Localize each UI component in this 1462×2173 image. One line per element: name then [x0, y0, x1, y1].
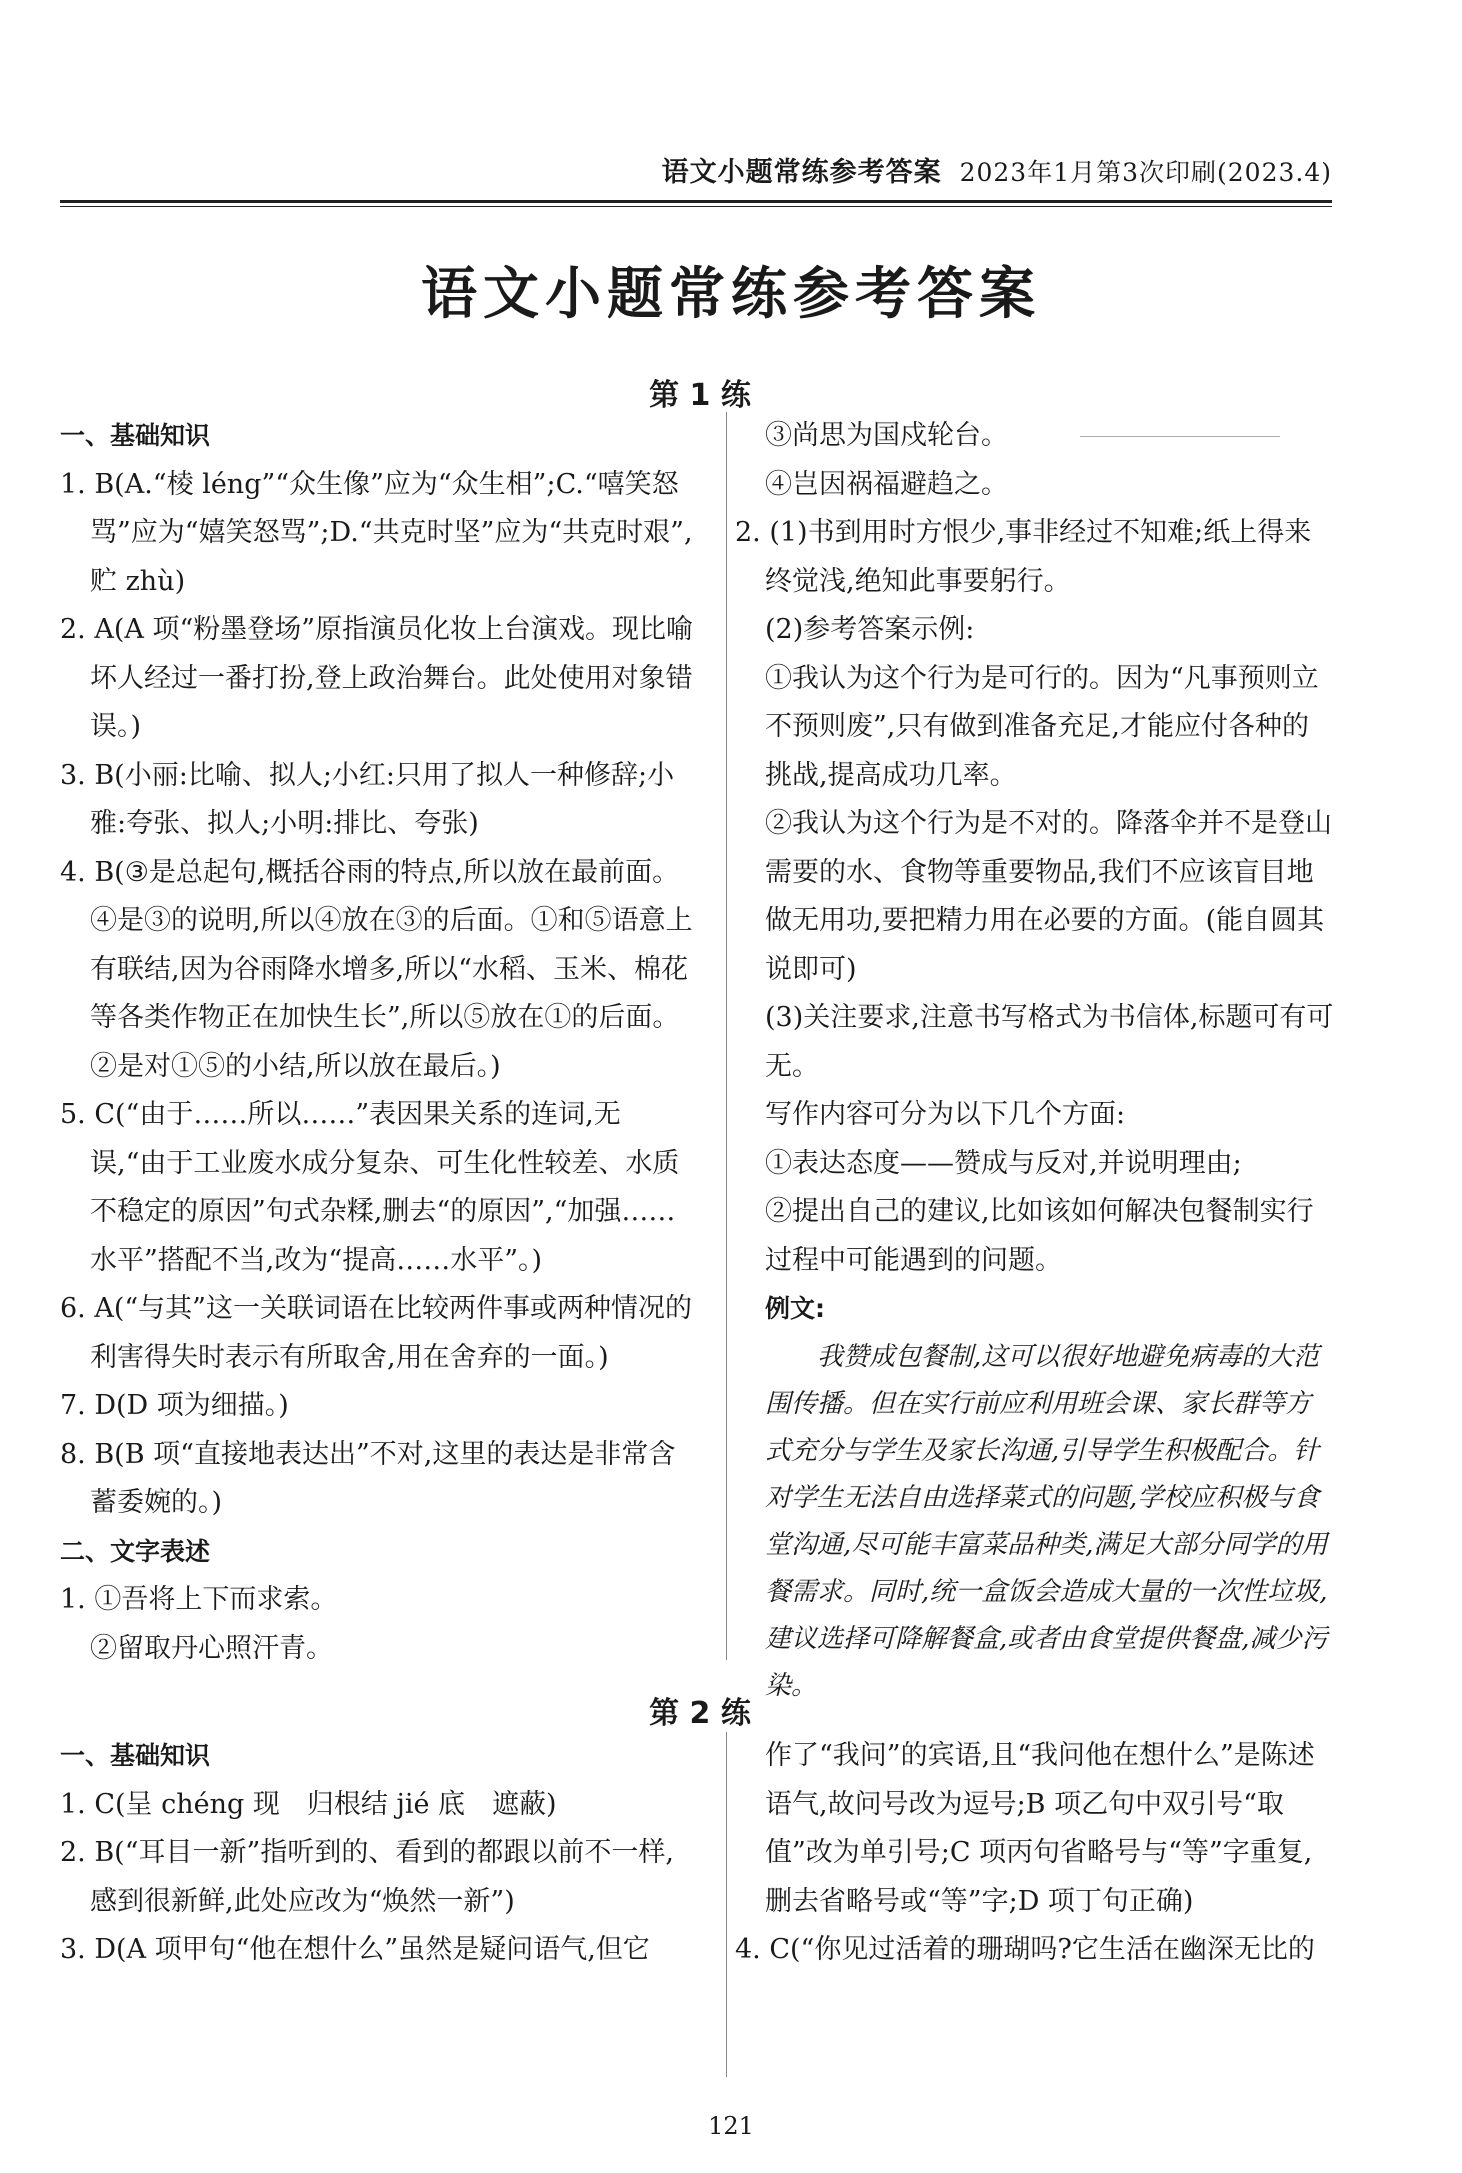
- answer-item: 1. C(呈 chéng 现 归根结 jié 底 遮蔽): [60, 1788, 557, 1820]
- running-header: [60, 150, 1332, 189]
- practice1-left-column: [60, 412, 695, 1673]
- answer-subline: ①表达态度——赞成与反对,并说明理由;: [765, 1147, 1242, 1179]
- answer-item: 8. B(B 项“直接地表达出”不对,这里的表达是非常含蓄委婉的。): [60, 1438, 676, 1518]
- answer-item: 4. B(③是总起句,概括谷雨的特点,所以放在最前面。④是③的说明,所以④放在③的后面。①和⑤语意上有联结,因为谷雨降水增多,所以“水稻、玉米、棉花等各类作物正在加快生长”,所以⑤放在①的后面。②是对①⑤的小结,所以放在最后。): [60, 856, 693, 1082]
- answer-subline: 作了“我问”的宾语,且“我问他在想什么”是陈述语气,故问号改为逗号;B 项乙句中双引号“取值”改为单引号;C 项丙句省略号与“等”字重复,删去省略号或“等”字;D 项丁句正确): [765, 1740, 1315, 1917]
- header-print-info: 2023年1月第3次印刷(2023.4): [959, 158, 1332, 187]
- answer-item: 3. B(小丽:比喻、拟人;小红:只用了拟人一种修辞;小雅:夸张、拟人;小明:排比、夸张): [60, 759, 675, 839]
- answer-subline: (2)参考答案示例:: [765, 614, 975, 645]
- answer-item: 7. D(D 项为细描。): [60, 1390, 289, 1421]
- answer-subline: ②提出自己的建议,比如该如何解决包餐制实行过程中可能遇到的问题。: [765, 1196, 1314, 1276]
- answer-item: 2. B(“耳目一新”指听到的、看到的都跟以前不一样,感到很新鲜,此处应改为“焕然一新”): [60, 1837, 674, 1917]
- header-rule-thick: [60, 200, 1332, 203]
- answer-subline: (3)关注要求,注意书写格式为书信体,标题可有可无。: [765, 1002, 1334, 1082]
- essay-label: 例文:: [765, 1294, 825, 1323]
- sample-essay: 我赞成包餐制,这可以很好地避免病毒的大范围传播。但在实行前应利用班会课、家长群等方式充分与学生及家长沟通,引导学生积极配合。针对学生无法自由选择菜式的问题,学校应积极与食堂沟通,尽可能丰富菜品种类,满足大部分同学的用餐需求。同时,统一盒饭会造成大量的一次性垃圾,建议选择可降解餐盒,或者由食堂提供餐盘,减少污染。: [765, 1341, 1328, 1701]
- answer-item: 5. C(“由于……所以……”表因果关系的连词,无误,“由于工业废水成分复杂、可生化性较差、水质不稳定的原因”句式杂糅,删去“的原因”,“加强……水平”搭配不当,改为“提高……水平”。): [60, 1099, 680, 1276]
- answer-item: 2. A(A 项“粉墨登场”原指演员化妆上台演戏。现比喻坏人经过一番打扮,登上政治舞台。此处使用对象错误。): [60, 614, 694, 742]
- answer-subline: ②我认为这个行为是不对的。降落伞并不是登山需要的水、食物等重要物品,我们不应该盲目地做无用功,要把精力用在必要的方面。(能自圆其说即可): [765, 808, 1332, 985]
- column-divider: [726, 412, 727, 1660]
- answer-item: 1. B(A.“棱 léng”“众生像”应为“众生相”;C.“嘻笑怒骂”应为“嬉笑怒骂”;D.“共克时坚”应为“共克时艰”,贮 zhù): [60, 468, 693, 597]
- practice2-left-column: [60, 1732, 695, 1975]
- answer-item: 2. (1)书到用时方恨少,事非经过不知难;纸上得来终觉浅,绝知此事要躬行。: [735, 517, 1312, 597]
- subsection-heading: 一、基础知识: [60, 421, 211, 450]
- practice1-right-column: [735, 412, 1335, 1710]
- answer-item: 6. A(“与其”这一关联词语在比较两件事或两种情况的利害得失时表示有所取舍,用在舍弃的一面。): [60, 1293, 692, 1373]
- column-divider: [726, 1732, 727, 2077]
- answer-subline: ①我认为这个行为是可行的。因为“凡事预则立不预则废”,只有做到准备充足,才能应付各种的挑战,提高成功几率。: [765, 662, 1319, 791]
- answer-subline: ②留取丹心照汗青。: [90, 1632, 333, 1664]
- answer-subline: 写作内容可分为以下几个方面:: [765, 1099, 1126, 1130]
- answer-subline: ④岂因祸福避趋之。: [765, 468, 1008, 500]
- subsection-heading: 一、基础知识: [60, 1741, 211, 1770]
- section-heading-2: 第 2 练: [649, 1696, 751, 1731]
- header-rule-thin: [60, 206, 1332, 207]
- section-heading-1: 第 1 练: [649, 378, 751, 413]
- answer-subline: ③尚思为国戍轮台。: [765, 420, 1008, 451]
- answer-item: 1. ①吾将上下而求索。: [60, 1584, 338, 1615]
- page-title: 语文小题常练参考答案: [421, 261, 1041, 327]
- answer-item: 4. C(“你见过活着的珊瑚吗?它生活在幽深无比的: [735, 1934, 1315, 1965]
- header-title: 语文小题常练参考答案: [661, 157, 942, 188]
- subsection-heading: 二、文字表述: [60, 1536, 211, 1566]
- answer-item: 3. D(A 项甲句“他在想什么”虽然是疑问语气,但它: [60, 1934, 650, 1965]
- page-number: 121: [708, 2112, 754, 2140]
- practice2-right-column: [735, 1732, 1335, 1975]
